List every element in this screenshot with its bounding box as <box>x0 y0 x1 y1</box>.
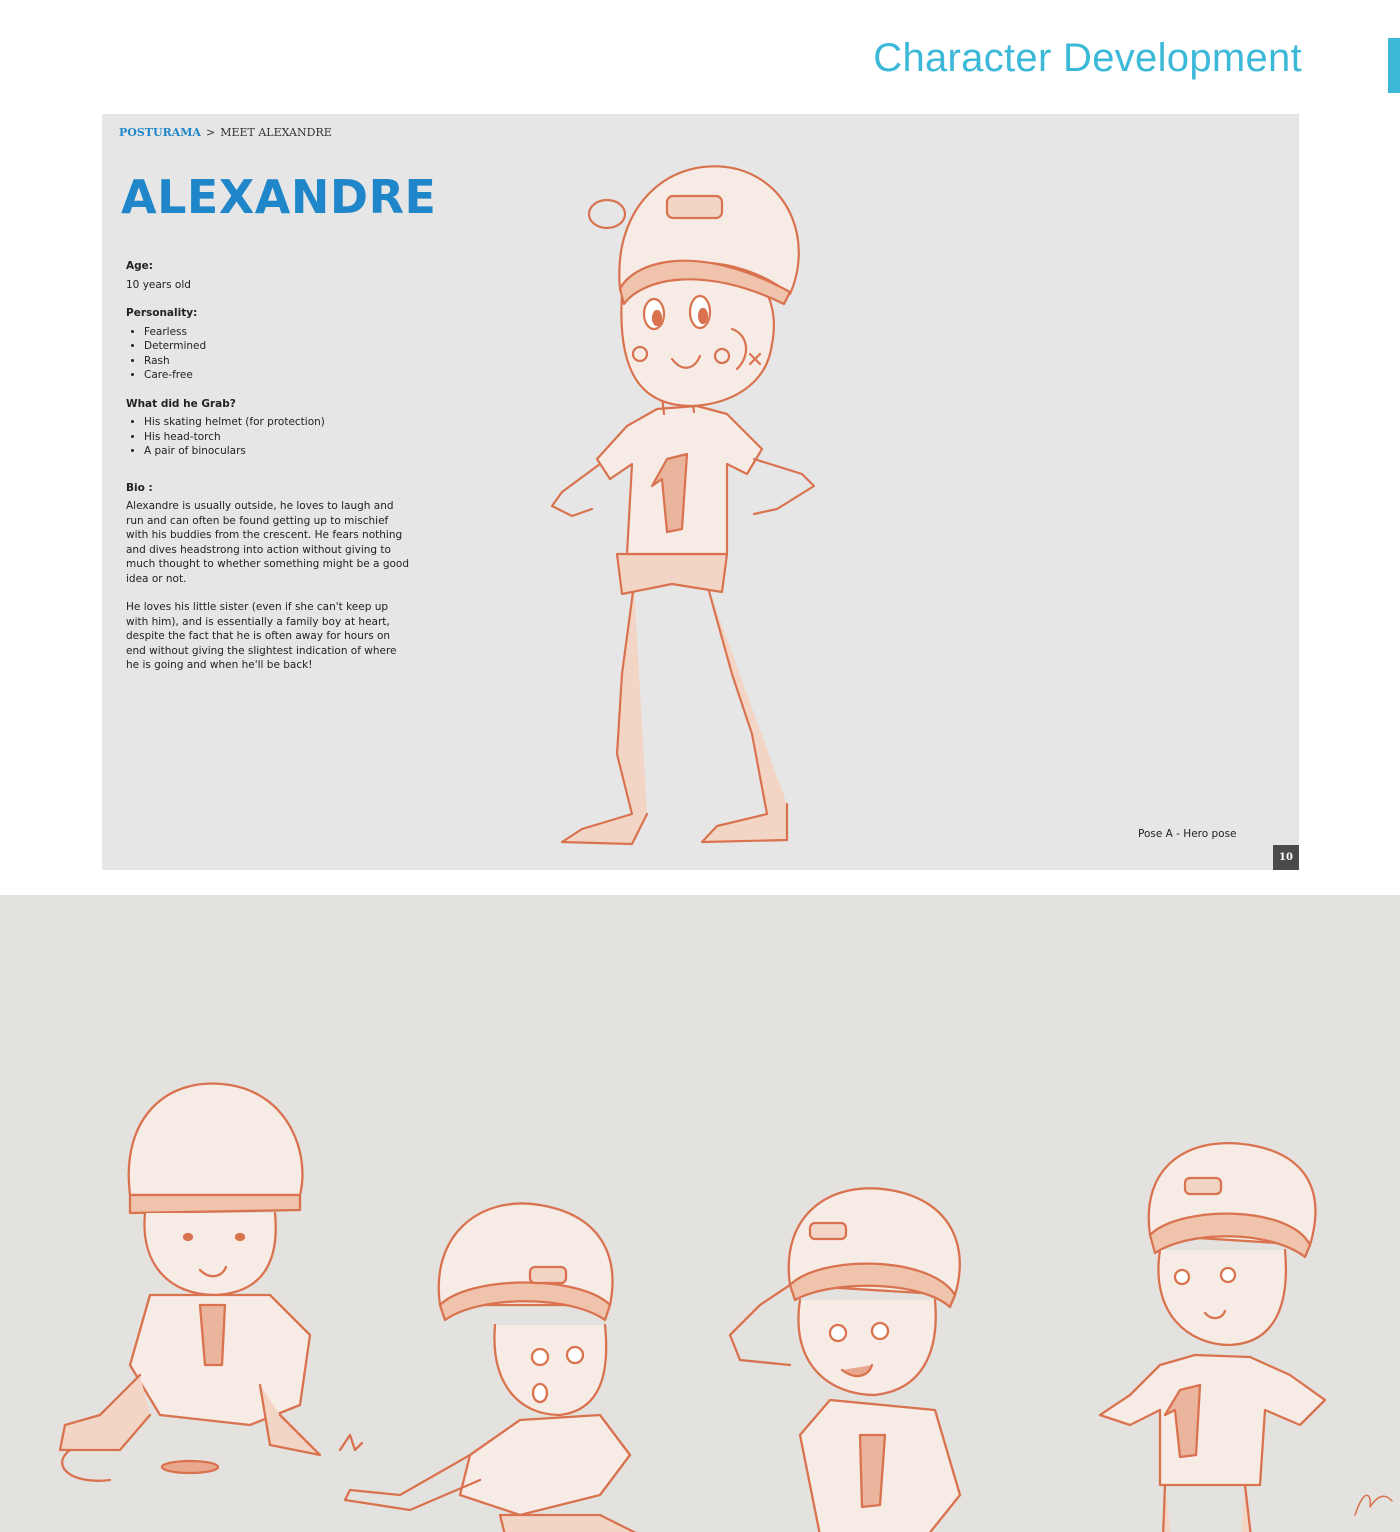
list-item: • His head-torch <box>144 430 411 445</box>
personality-label: Personality: <box>126 307 198 319</box>
grab-list <box>126 415 411 459</box>
age-label: Age: <box>126 260 153 272</box>
hero-pose-sketch <box>522 114 942 870</box>
character-info <box>126 259 411 687</box>
list-item: • A pair of binoculars <box>144 444 411 459</box>
list-item: • Fearless <box>144 325 411 340</box>
running-pose-figure <box>730 1188 1080 1532</box>
pose-caption: Pose A - Hero pose <box>1138 828 1237 840</box>
crouch-pose-figure <box>60 1083 362 1480</box>
pose-lineup-illustration <box>0 895 1400 1532</box>
bio-paragraph: Alexandre is usually outside, he loves to laugh and run and can often be found getting up to mischief with his buddies from the crescent. He fears nothing and dives headstrong into action without giving to much thought to whether something might be a good idea or not. <box>126 500 410 585</box>
character-name: ALEXANDRE <box>121 170 437 224</box>
page-number: 10 <box>1273 845 1299 870</box>
breadcrumb-root: POSTURAMA <box>119 126 201 139</box>
artist-signature <box>1355 1495 1392 1515</box>
bio-label: Bio : <box>126 481 153 494</box>
pose-lineup-sketches <box>0 895 1400 1532</box>
list-item: • Determined <box>144 339 411 354</box>
list-item: • Rash <box>144 354 411 369</box>
breadcrumb-separator: > <box>205 126 216 139</box>
page-title: Character Development <box>873 36 1302 80</box>
grab-label: What did he Grab? <box>126 397 236 410</box>
list-item: • Care-free <box>144 368 411 383</box>
list-item: • His skating helmet (for protection) <box>144 415 411 430</box>
bio-paragraph: He loves his little sister (even if she can't keep up with him), and is essentially a family boy at heart, despite the fact that he is often away for hours on end without giving the slightest indication of where he is going and when he'll be back! <box>126 601 397 671</box>
pointing-pose-figure <box>345 1203 680 1532</box>
side-tab <box>1388 38 1400 93</box>
age-value: 10 years old <box>126 278 191 291</box>
breadcrumb-current: MEET ALEXANDRE <box>220 126 332 139</box>
character-sheet <box>102 114 1299 870</box>
breadcrumb <box>119 126 332 139</box>
personality-list <box>126 325 411 383</box>
hero-pose-figure <box>1100 1143 1325 1532</box>
